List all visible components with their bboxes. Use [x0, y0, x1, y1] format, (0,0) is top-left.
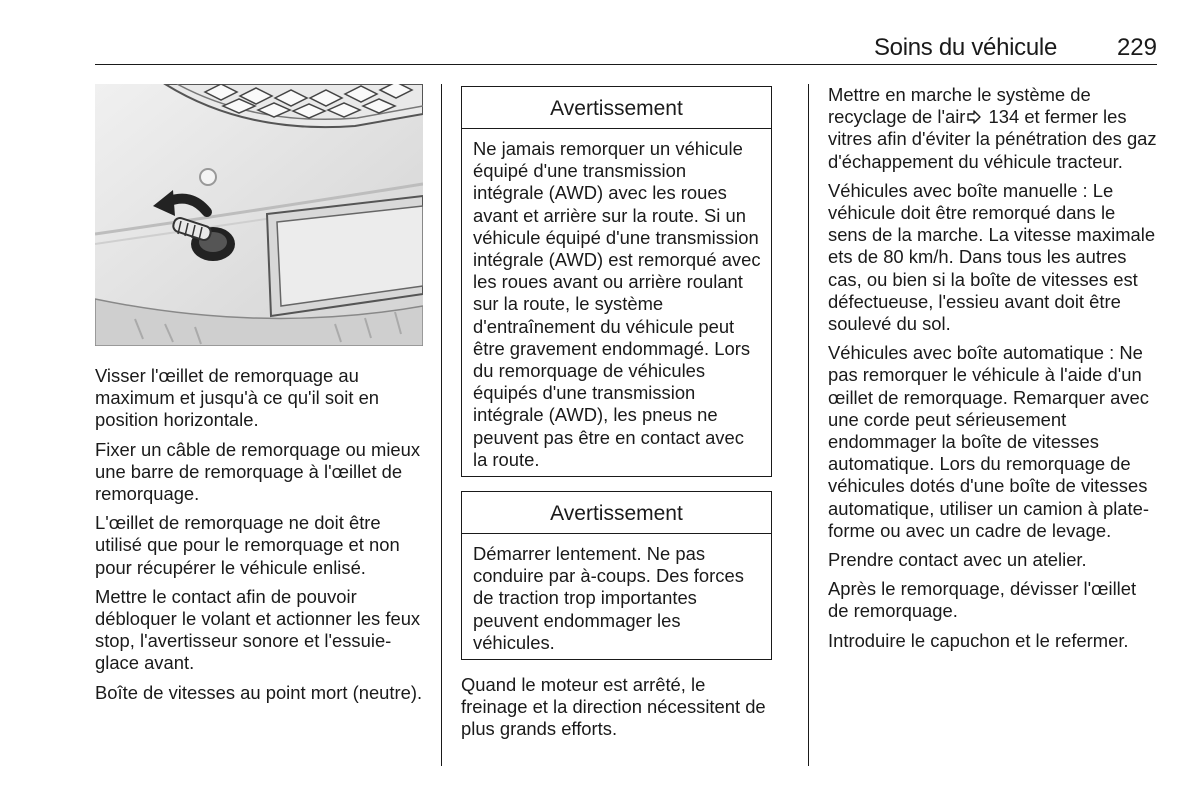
towing-eye-illustration — [95, 84, 423, 346]
paragraph: Véhicules avec boîte manuelle : Le véhicule doit être remorqué dans le sens de la marche. La vitesse maximale ets de 80 km/h. Dans tous les autres cas, ou bien si la boîte de vitesses est défectueuse, l'essieu avant doit être soulevé du sol. — [828, 179, 1156, 335]
paragraph: Visser l'œillet de remorquage au maximum et jusqu'à ce qu'il soit en position horizontale. — [95, 365, 380, 431]
column-right — [828, 84, 1158, 659]
paragraph: Mettre le contact afin de pouvoir débloquer le volant et actionner les feux stop, l'avertisseur sonore et l'essuie-glace avant. — [95, 585, 421, 674]
warning-title: Avertissement — [462, 492, 771, 534]
paragraph: Boîte de vitesses au point mort (neutre). — [95, 681, 423, 703]
column-divider — [441, 84, 442, 766]
paragraph-text: 134 et fermer les vitres afin d'éviter la pénétration des gaz d'échappement du véhicule tracteur. — [828, 106, 1157, 172]
column-middle — [461, 86, 772, 748]
warning-box — [461, 86, 772, 477]
page-header — [95, 32, 1157, 65]
column-divider — [808, 84, 809, 766]
paragraph: Véhicules avec boîte automatique : Ne pas remorquer le véhicule à l'aide d'un œillet de remorquage. Remarquer avec une corde peut sérieusement endommager la boîte de vitesses automatique. Lors du remorquage de véhicules dotés d'une boîte de vitesses automatique, utiliser un camion à plate-forme ou avec un cadre de levage. — [828, 342, 1149, 541]
paragraph: L'œillet de remorquage ne doit être utilisé que pour le remorquage et non pour récupérer le véhicule enlisé. — [95, 512, 400, 578]
paragraph — [828, 84, 1158, 173]
warning-box — [461, 491, 772, 660]
column-left — [95, 365, 425, 711]
paragraph-text: Mettre en marche le système de recyclage de l'air — [828, 84, 1091, 128]
paragraph: Quand le moteur est arrêté, le freinage et la direction nécessitent de plus grands efforts. — [461, 674, 766, 740]
warning-title: Avertissement — [462, 87, 771, 129]
paragraph: Introduire le capuchon et le refermer. — [828, 629, 1129, 651]
warning-text: Ne jamais remorquer un véhicule équipé d'une transmission intégrale (AWD) avec les roues avant et arrière sur la route. Si un véhicule équipé d'une transmission intégrale (AWD) est remorqué avec les roues avant ou arrière roulant sur la route, le système d'entraînement du véhicule peut être gravement endommagé. Lors du remorquage de véhicules équipés d'une transmission intégrale (AWD), les pneus ne peuvent pas être en contact avec la route. — [473, 138, 761, 470]
section-title: Soins du véhicule — [873, 34, 1057, 61]
page-number: 229 — [1116, 34, 1157, 61]
page-reference-arrow-icon — [967, 110, 981, 124]
paragraph: Après le remorquage, dévisser l'œillet de remorquage. — [828, 578, 1137, 622]
paragraph: Fixer un câble de remorquage ou mieux une barre de remorquage à l'œillet de remorquage. — [95, 438, 421, 505]
warning-text: Démarrer lentement. Ne pas conduire par à-coups. Des forces de traction trop importantes peuvent endommager les véhicules. — [473, 543, 744, 653]
paragraph: Prendre contact avec un atelier. — [828, 549, 1087, 571]
